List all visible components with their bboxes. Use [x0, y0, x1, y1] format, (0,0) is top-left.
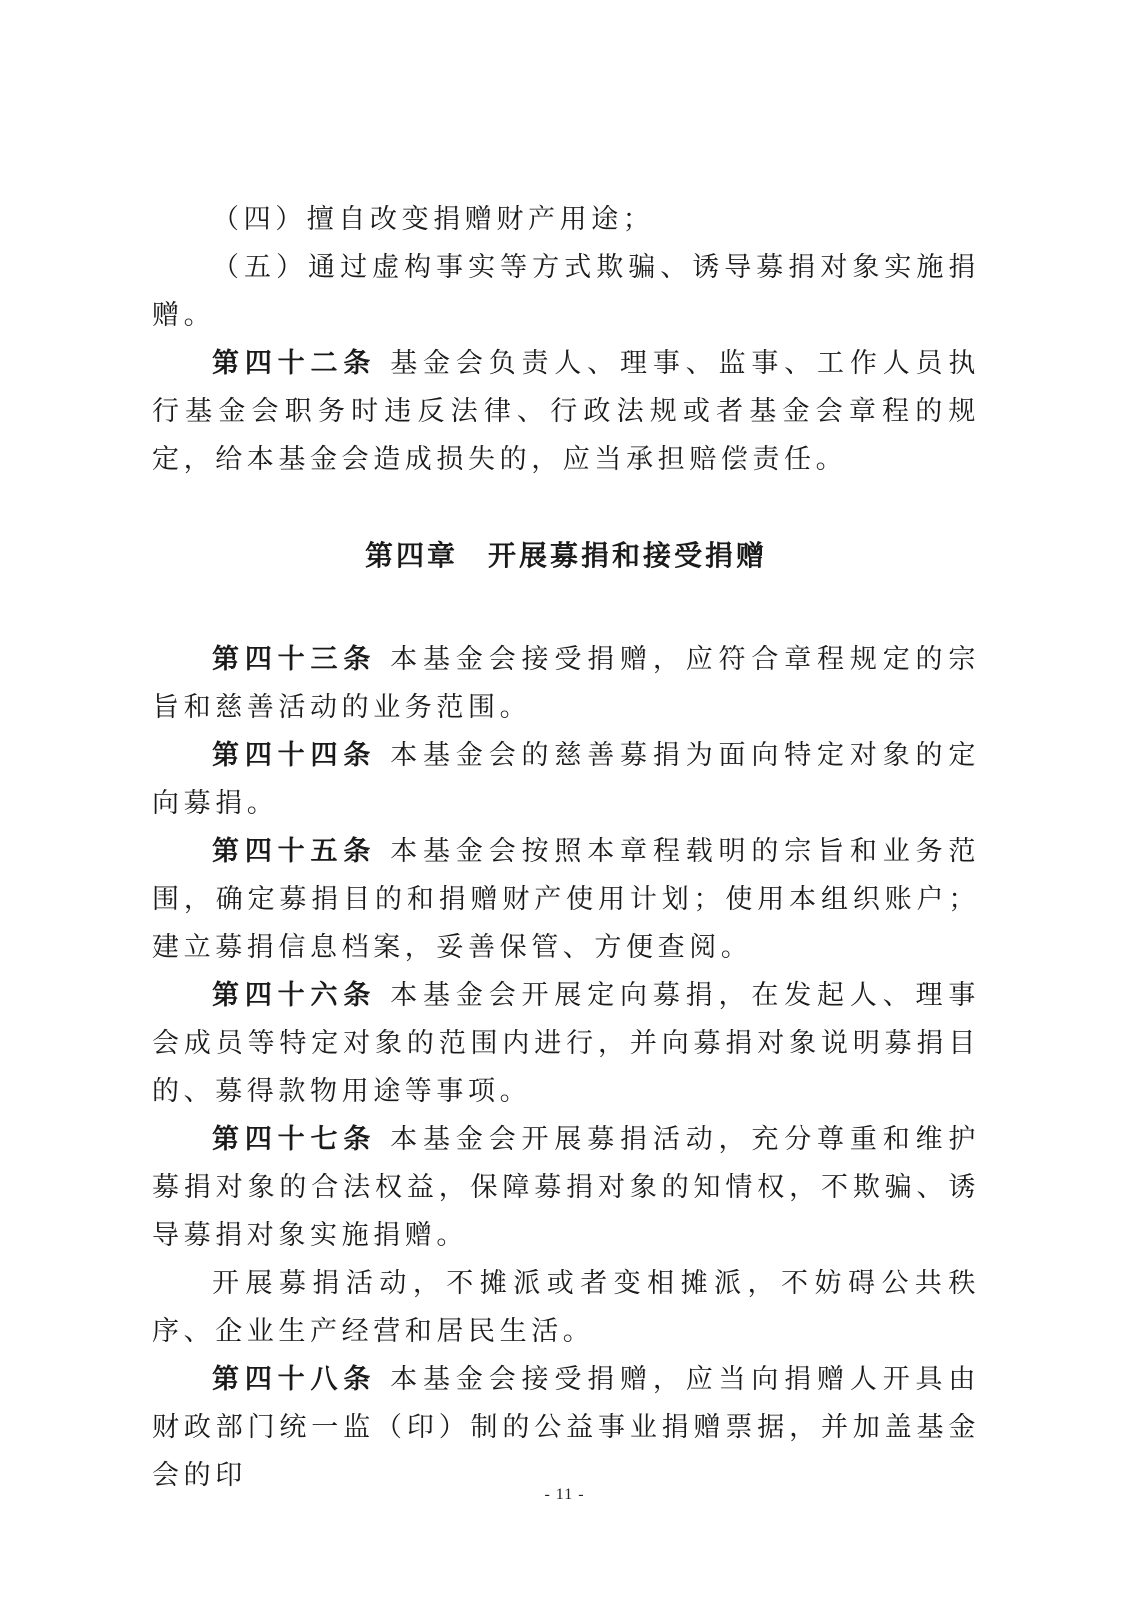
article-47 — [152, 1116, 980, 1260]
article-text: 本基金会接受捐赠，应当向捐赠人开具由财政部门统一监（印）制的公益事业捐赠票据，并加盖基金会的印 — [152, 1364, 980, 1491]
article-number: 第四十四条 — [212, 740, 377, 771]
paragraph-item-4 — [152, 196, 980, 244]
paragraph-text: （四）擅自改变捐赠财产用途； — [212, 204, 655, 235]
article-44 — [152, 732, 980, 828]
article-text: 基金会负责人、理事、监事、工作人员执行基金会职务时违反法律、行政法规或者基金会章程的规定，给本基金会造成损失的，应当承担赔偿责任。 — [152, 348, 980, 475]
article-42 — [152, 340, 980, 484]
article-number: 第四十八条 — [212, 1364, 377, 1395]
article-number: 第四十二条 — [212, 348, 377, 379]
article-text: 本基金会按照本章程载明的宗旨和业务范围，确定募捐目的和捐赠财产使用计划；使用本组织账户；建立募捐信息档案，妥善保管、方便查阅。 — [152, 836, 980, 963]
paragraph-text: 开展募捐活动，不摊派或者变相摊派，不妨碍公共秩序、企业生产经营和居民生活。 — [152, 1268, 980, 1347]
chapter-heading — [152, 532, 980, 580]
article-text: 本基金会的慈善募捐为面向特定对象的定向募捐。 — [152, 740, 980, 819]
article-43 — [152, 636, 980, 732]
article-46 — [152, 972, 980, 1116]
article-number: 第四十六条 — [212, 980, 377, 1011]
chapter-number: 第四章 — [364, 539, 458, 572]
article-number: 第四十五条 — [212, 836, 377, 867]
page-number: - 11 - — [544, 1486, 585, 1503]
article-text: 本基金会开展募捐活动，充分尊重和维护募捐对象的合法权益，保障募捐对象的知情权，不欺骗、诱导募捐对象实施捐赠。 — [152, 1124, 980, 1251]
article-47-continued — [152, 1260, 980, 1356]
article-45 — [152, 828, 980, 972]
paragraph-item-5 — [152, 244, 980, 340]
article-number: 第四十七条 — [212, 1124, 377, 1155]
article-number: 第四十三条 — [212, 644, 377, 675]
paragraph-text: （五）通过虚构事实等方式欺骗、诱导募捐对象实施捐赠。 — [152, 252, 980, 331]
section-bottom — [152, 636, 980, 1500]
article-text: 本基金会接受捐赠，应符合章程规定的宗旨和慈善活动的业务范围。 — [152, 644, 980, 723]
article-text: 本基金会开展定向募捐，在发起人、理事会成员等特定对象的范围内进行，并向募捐对象说明募捐目的、募得款物用途等事项。 — [152, 980, 980, 1107]
chapter-title: 开展募捐和接受捐赠 — [488, 539, 768, 572]
section-top — [152, 196, 980, 484]
document-page — [152, 196, 980, 1500]
article-48 — [152, 1356, 980, 1500]
